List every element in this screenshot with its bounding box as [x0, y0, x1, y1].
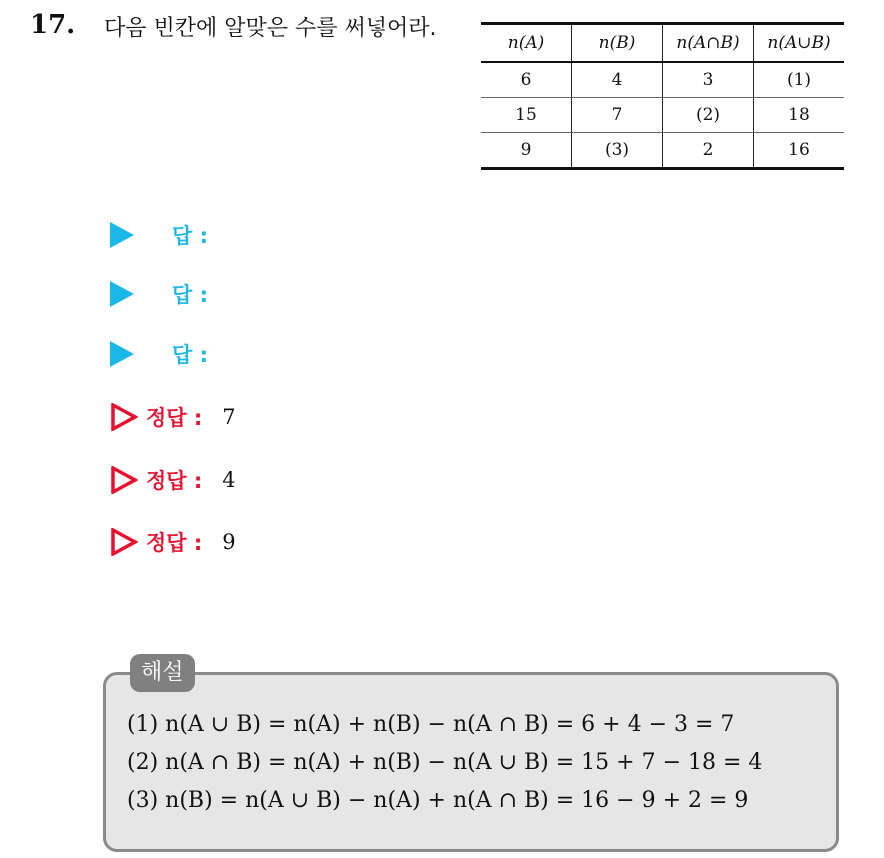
correct-answer-label: 정답 :	[146, 531, 203, 555]
table-header: n(A∩B)	[663, 24, 754, 63]
outline-triangle-icon	[110, 466, 138, 494]
table-cell: 15	[481, 98, 572, 133]
correct-answer-row	[110, 399, 236, 435]
question-number: 17.	[30, 10, 76, 40]
table-header: n(B)	[572, 24, 663, 63]
explanation-title: 해설	[130, 654, 195, 692]
explanation-line: (2) n(A ∩ B) = n(A) + n(B) − n(A ∪ B) = 15 + 7 − 18 = 4	[127, 750, 763, 775]
table-cell: 18	[754, 98, 845, 133]
play-triangle-icon	[110, 341, 134, 367]
correct-answer-row	[110, 524, 236, 560]
table-cell: 9	[481, 133, 572, 169]
table-cell: (1)	[754, 62, 845, 98]
table-cell: 2	[663, 133, 754, 169]
table-row	[481, 98, 844, 133]
play-triangle-icon	[110, 281, 134, 307]
table-cell: 6	[481, 62, 572, 98]
explanation-line: (3) n(B) = n(A ∪ B) − n(A) + n(A ∩ B) = 16 − 9 + 2 = 9	[127, 788, 749, 813]
table-row	[481, 62, 844, 98]
outline-triangle-icon	[110, 403, 138, 431]
table-header: n(A)	[481, 24, 572, 63]
answer-label: 답 :	[172, 283, 208, 307]
question-text: 다음 빈칸에 알맞은 수를 써넣어라.	[104, 16, 437, 41]
play-triangle-icon	[110, 222, 134, 248]
correct-answer-value: 7	[222, 405, 236, 429]
outline-triangle-icon	[110, 528, 138, 556]
table-cell: (3)	[572, 133, 663, 169]
table-cell: 3	[663, 62, 754, 98]
table-cell: 4	[572, 62, 663, 98]
answer-row	[110, 217, 208, 253]
table-cell: 7	[572, 98, 663, 133]
correct-answer-row	[110, 462, 236, 498]
table-cell: 16	[754, 133, 845, 169]
set-count-table	[481, 22, 844, 170]
table-row	[481, 133, 844, 169]
correct-answer-label: 정답 :	[146, 469, 203, 493]
table-header: n(A∪B)	[754, 24, 845, 63]
answer-label: 답 :	[172, 343, 208, 367]
correct-answer-value: 9	[222, 530, 236, 554]
explanation-line: (1) n(A ∪ B) = n(A) + n(B) − n(A ∩ B) = 6 + 4 − 3 = 7	[127, 712, 735, 737]
answer-row	[110, 336, 208, 372]
correct-answer-label: 정답 :	[146, 406, 203, 430]
answer-label: 답 :	[172, 224, 208, 248]
correct-answer-value: 4	[222, 468, 236, 492]
answer-row	[110, 276, 208, 312]
table-cell: (2)	[663, 98, 754, 133]
table-header-row	[481, 24, 844, 63]
explanation-content	[127, 706, 762, 820]
